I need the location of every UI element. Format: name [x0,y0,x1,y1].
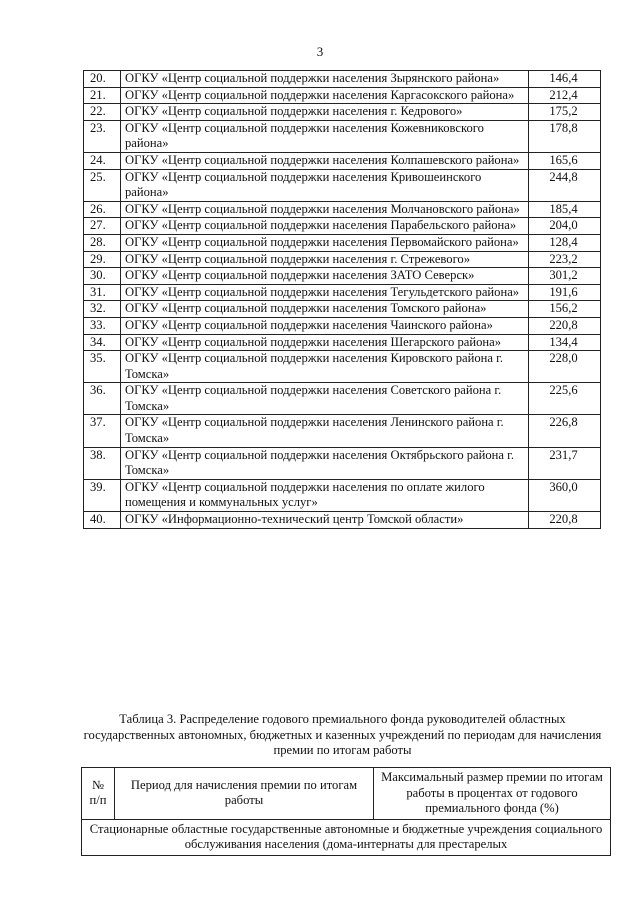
institution-name: ОГКУ «Центр социальной поддержки населения г. Стрежевого» [121,251,529,268]
table-row [84,71,601,88]
row-number: 35. [84,351,121,383]
row-value: 244,8 [529,169,601,201]
table-row [84,268,601,285]
institution-name: ОГКУ «Центр социальной поддержки населения Колпашевского района» [121,152,529,169]
row-value: 223,2 [529,251,601,268]
row-number: 24. [84,152,121,169]
row-value: 175,2 [529,104,601,121]
table-row [84,104,601,121]
row-value: 146,4 [529,71,601,88]
institution-name: ОГКУ «Информационно-технический центр Томской области» [121,512,529,529]
row-number: 30. [84,268,121,285]
row-number: 39. [84,479,121,511]
row-number: 38. [84,447,121,479]
row-number: 21. [84,87,121,104]
row-number: 36. [84,383,121,415]
header-max-bonus: Максимальный размер премии по итогам работы в процентах от годового премиального фонда (%) [374,768,611,820]
row-number: 34. [84,334,121,351]
row-value: 220,8 [529,512,601,529]
table3-section-row [82,819,611,855]
row-number: 20. [84,71,121,88]
row-value: 128,4 [529,234,601,251]
row-value: 231,7 [529,447,601,479]
table3-header-row [82,768,611,820]
row-value: 228,0 [529,351,601,383]
section-label: Стационарные областные государственные автономные и бюджетные учреждения социального обслуживания населения (дома-интернаты для престарелых [82,819,611,855]
table-row [84,383,601,415]
table-row [84,479,601,511]
row-value: 165,6 [529,152,601,169]
table-row [84,351,601,383]
institution-name: ОГКУ «Центр социальной поддержки населения Томского района» [121,301,529,318]
row-value: 134,4 [529,334,601,351]
row-value: 178,8 [529,120,601,152]
institution-name: ОГКУ «Центр социальной поддержки населения Шегарского района» [121,334,529,351]
table-row [84,301,601,318]
row-value: 204,0 [529,218,601,235]
table-row [84,284,601,301]
institution-name: ОГКУ «Центр социальной поддержки населения Кожевниковского района» [121,120,529,152]
table-row [84,120,601,152]
row-number: 37. [84,415,121,447]
row-value: 301,2 [529,268,601,285]
row-number: 22. [84,104,121,121]
table-row [84,251,601,268]
row-value: 360,0 [529,479,601,511]
institution-name: ОГКУ «Центр социальной поддержки населения Зырянского района» [121,71,529,88]
institution-name: ОГКУ «Центр социальной поддержки населения Первомайского района» [121,234,529,251]
table-row [84,152,601,169]
row-value: 185,4 [529,201,601,218]
row-number: 33. [84,317,121,334]
row-number: 29. [84,251,121,268]
row-number: 23. [84,120,121,152]
table-row [84,415,601,447]
institution-name: ОГКУ «Центр социальной поддержки населения ЗАТО Северск» [121,268,529,285]
table3-caption: Таблица 3. Распределение годового премиального фонда руководителей областных государственных автономных, бюджетных и казенных учреждений по периодам для начисления премии по итогам работы [83,712,602,757]
institutions-table [83,70,601,529]
table-row [84,169,601,201]
header-period: Период для начисления премии по итогам работы [115,768,374,820]
institution-name: ОГКУ «Центр социальной поддержки населения Советского района г. Томска» [121,383,529,415]
header-num: № п/п [82,768,115,820]
table-row [84,201,601,218]
table-row [84,87,601,104]
bonus-distribution-table [81,767,611,856]
institution-name: ОГКУ «Центр социальной поддержки населения по оплате жилого помещения и коммунальных услуг» [121,479,529,511]
table-row [84,447,601,479]
row-number: 31. [84,284,121,301]
institution-name: ОГКУ «Центр социальной поддержки населения Чаинского района» [121,317,529,334]
institution-name: ОГКУ «Центр социальной поддержки населения Кировского района г. Томска» [121,351,529,383]
row-value: 220,8 [529,317,601,334]
table-row [84,234,601,251]
row-value: 191,6 [529,284,601,301]
institution-name: ОГКУ «Центр социальной поддержки населения Кривошеинского района» [121,169,529,201]
row-value: 226,8 [529,415,601,447]
table-row [84,512,601,529]
table-row [84,317,601,334]
row-number: 26. [84,201,121,218]
page-number: 3 [316,44,324,59]
row-number: 28. [84,234,121,251]
table-row [84,334,601,351]
row-number: 40. [84,512,121,529]
institution-name: ОГКУ «Центр социальной поддержки населения Молчановского района» [121,201,529,218]
institution-name: ОГКУ «Центр социальной поддержки населения Октябрьского района г. Томска» [121,447,529,479]
row-number: 32. [84,301,121,318]
table-row [84,218,601,235]
row-value: 212,4 [529,87,601,104]
institution-name: ОГКУ «Центр социальной поддержки населения Ленинского района г. Томска» [121,415,529,447]
institution-name: ОГКУ «Центр социальной поддержки населения г. Кедрового» [121,104,529,121]
institution-name: ОГКУ «Центр социальной поддержки населения Тегульдетского района» [121,284,529,301]
row-value: 225,6 [529,383,601,415]
row-value: 156,2 [529,301,601,318]
row-number: 27. [84,218,121,235]
institution-name: ОГКУ «Центр социальной поддержки населения Парабельского района» [121,218,529,235]
institution-name: ОГКУ «Центр социальной поддержки населения Каргасокского района» [121,87,529,104]
row-number: 25. [84,169,121,201]
